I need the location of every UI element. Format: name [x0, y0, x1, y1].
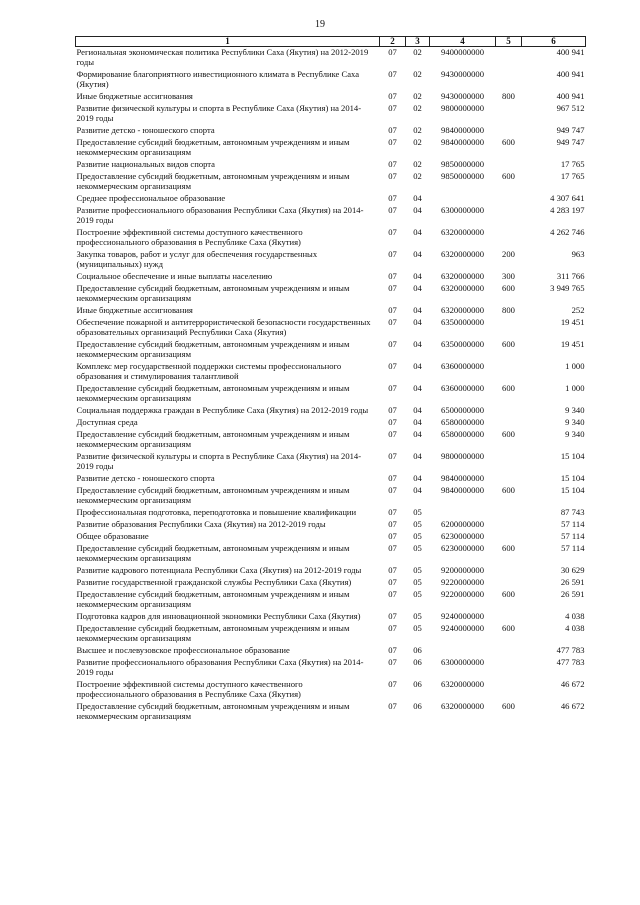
- row-section: 07: [388, 577, 397, 587]
- row-name: Профессиональная подготовка, переподготовка и повышение квалификации: [76, 507, 357, 517]
- row-name: Социальная поддержка граждан в Республике Саха (Якутия) на 2012-2019 годы: [76, 405, 369, 415]
- row-name: Предоставление субсидий бюджетным, автономным учреждениям и иным некоммерческим организациям: [76, 701, 350, 721]
- row-subsection: 02: [413, 47, 422, 57]
- table-row: [76, 575, 586, 587]
- row-section: 07: [388, 69, 397, 79]
- table-row: [76, 609, 586, 621]
- row-section: 07: [388, 317, 397, 327]
- row-subsection: 05: [413, 623, 422, 633]
- row-subsection: 04: [413, 485, 422, 495]
- row-amount: 26 591: [560, 589, 585, 599]
- table-row: [76, 337, 586, 359]
- row-expense-type: 600: [502, 701, 515, 711]
- row-expense-type: [496, 529, 522, 541]
- row-name: Высшее и послевузовское профессиональное образование: [76, 645, 290, 655]
- table-row: [76, 303, 586, 315]
- row-section: 07: [388, 645, 397, 655]
- row-name: Развитие физической культуры и спорта в Республике Саха (Якутия) на 2014-2019 годы: [76, 103, 362, 123]
- row-section: 07: [388, 451, 397, 461]
- row-section: 07: [388, 283, 397, 293]
- row-subsection: 04: [413, 383, 422, 393]
- row-amount: 949 747: [556, 137, 585, 147]
- row-target-article: 6300000000: [441, 205, 484, 215]
- row-amount: 477 783: [556, 645, 585, 655]
- row-section: 07: [388, 103, 397, 113]
- row-amount: 4 283 197: [550, 205, 585, 215]
- row-amount: 311 766: [556, 271, 585, 281]
- row-name: Иные бюджетные ассигнования: [76, 91, 193, 101]
- row-name: Построение эффективной системы доступного качественного профессионального образования в Республике Саха (Якутия): [76, 227, 303, 247]
- row-section: 07: [388, 91, 397, 101]
- row-expense-type: [496, 47, 522, 68]
- budget-table: [75, 36, 586, 721]
- row-name: Развитие детско - юношеского спорта: [76, 125, 215, 135]
- table-row: [76, 427, 586, 449]
- row-subsection: 02: [413, 103, 422, 113]
- row-section: 07: [388, 519, 397, 529]
- row-expense-type: 600: [502, 137, 515, 147]
- row-target-article: 9840000000: [441, 473, 484, 483]
- row-amount: 46 672: [560, 701, 585, 711]
- row-subsection: 04: [413, 473, 422, 483]
- row-expense-type: [496, 517, 522, 529]
- row-section: 07: [388, 171, 397, 181]
- header-col-2: 2: [380, 37, 406, 47]
- row-section: 07: [388, 565, 397, 575]
- row-target-article: 9240000000: [441, 611, 484, 621]
- row-expense-type: 600: [502, 171, 515, 181]
- row-section: 07: [388, 589, 397, 599]
- table-row: [76, 415, 586, 427]
- row-expense-type: [496, 203, 522, 225]
- row-subsection: 02: [413, 137, 422, 147]
- row-name: Развитие национальных видов спорта: [76, 159, 215, 169]
- row-name: Подготовка кадров для инновационной экономики Республики Саха (Якутия): [76, 611, 361, 621]
- row-name: Предоставление субсидий бюджетным, автономным учреждениям и иным некоммерческим организациям: [76, 137, 350, 157]
- row-section: 07: [388, 679, 397, 689]
- row-amount: 26 591: [560, 577, 585, 587]
- header-col-3: 3: [406, 37, 430, 47]
- row-subsection: 06: [413, 657, 422, 667]
- row-subsection: 04: [413, 205, 422, 215]
- table-row: [76, 471, 586, 483]
- table-row: [76, 655, 586, 677]
- row-section: 07: [388, 159, 397, 169]
- row-target-article: [430, 191, 496, 203]
- row-target-article: [430, 643, 496, 655]
- table-row: [76, 269, 586, 281]
- row-amount: 46 672: [560, 679, 585, 689]
- row-amount: 57 114: [561, 531, 585, 541]
- table-row: [76, 135, 586, 157]
- table-row: [76, 101, 586, 123]
- table-row: [76, 587, 586, 609]
- row-target-article: 9840000000: [441, 137, 484, 147]
- row-expense-type: [496, 123, 522, 135]
- row-expense-type: [496, 505, 522, 517]
- row-subsection: 04: [413, 451, 422, 461]
- row-section: 07: [388, 305, 397, 315]
- row-amount: 15 104: [560, 451, 585, 461]
- row-expense-type: [496, 315, 522, 337]
- row-subsection: 04: [413, 339, 422, 349]
- row-section: 07: [388, 507, 397, 517]
- row-section: 07: [388, 611, 397, 621]
- row-section: 07: [388, 485, 397, 495]
- row-section: 07: [388, 657, 397, 667]
- row-name: Комплекс мер государственной поддержки системы профессионального образования и стимулирования талантливой: [76, 361, 342, 381]
- row-name: Развитие образования Республики Саха (Якутия) на 2012-2019 годы: [76, 519, 326, 529]
- row-amount: 57 114: [561, 543, 585, 553]
- row-section: 07: [388, 623, 397, 633]
- row-target-article: 6320000000: [441, 679, 484, 689]
- row-target-article: 9430000000: [441, 91, 484, 101]
- row-amount: 1 000: [565, 383, 585, 393]
- row-name: Иные бюджетные ассигнования: [76, 305, 193, 315]
- row-expense-type: [496, 575, 522, 587]
- row-expense-type: 600: [502, 283, 515, 293]
- table-row: [76, 89, 586, 101]
- row-amount: 9 340: [565, 405, 585, 415]
- row-subsection: 02: [413, 69, 422, 79]
- table-row: [76, 403, 586, 415]
- table-row: [76, 169, 586, 191]
- row-amount: 252: [571, 305, 585, 315]
- row-section: 07: [388, 361, 397, 371]
- row-amount: 963: [571, 249, 585, 259]
- row-expense-type: [496, 415, 522, 427]
- row-target-article: 9850000000: [441, 159, 484, 169]
- row-section: 07: [388, 405, 397, 415]
- row-name: Предоставление субсидий бюджетным, автономным учреждениям и иным некоммерческим организациям: [76, 623, 350, 643]
- row-section: 07: [388, 205, 397, 215]
- row-name: Закупка товаров, работ и услуг для обеспечения государственных (муниципальных) нужд: [76, 249, 318, 269]
- row-amount: 400 941: [556, 47, 585, 57]
- row-amount: 400 941: [556, 91, 585, 101]
- row-subsection: 02: [413, 159, 422, 169]
- row-target-article: 6320000000: [441, 283, 484, 293]
- row-amount: 15 104: [560, 473, 585, 483]
- row-subsection: 06: [413, 701, 422, 711]
- row-subsection: 04: [413, 317, 422, 327]
- row-name: Предоставление субсидий бюджетным, автономным учреждениям и иным некоммерческим организациям: [76, 283, 350, 303]
- row-section: 07: [388, 249, 397, 259]
- row-name: Социальное обеспечение и иные выплаты населению: [76, 271, 273, 281]
- row-target-article: 6350000000: [441, 339, 484, 349]
- row-name: Предоставление субсидий бюджетным, автономным учреждениям и иным некоммерческим организациям: [76, 171, 350, 191]
- row-expense-type: [496, 471, 522, 483]
- row-amount: 30 629: [560, 565, 585, 575]
- row-amount: 9 340: [565, 429, 585, 439]
- row-section: 07: [388, 339, 397, 349]
- table-row: [76, 621, 586, 643]
- page-number: 19: [315, 19, 325, 30]
- row-subsection: 04: [413, 429, 422, 439]
- row-amount: 400 941: [556, 69, 585, 79]
- row-amount: 87 743: [560, 507, 585, 517]
- row-subsection: 05: [413, 531, 422, 541]
- row-subsection: 05: [413, 577, 422, 587]
- row-expense-type: 600: [502, 339, 515, 349]
- row-target-article: 6320000000: [441, 271, 484, 281]
- row-amount: 3 949 765: [550, 283, 585, 293]
- table-row: [76, 517, 586, 529]
- header-col-5: 5: [496, 37, 522, 47]
- row-subsection: 04: [413, 249, 422, 259]
- row-target-article: 6230000000: [441, 531, 484, 541]
- row-subsection: 02: [413, 171, 422, 181]
- table-row: [76, 643, 586, 655]
- row-name: Предоставление субсидий бюджетным, автономным учреждениям и иным некоммерческим организациям: [76, 589, 350, 609]
- row-section: 07: [388, 543, 397, 553]
- table-row: [76, 529, 586, 541]
- row-amount: 4 262 746: [550, 227, 585, 237]
- row-name: Предоставление субсидий бюджетным, автономным учреждениям и иным некоммерческим организациям: [76, 383, 350, 403]
- row-section: 07: [388, 531, 397, 541]
- row-target-article: 9200000000: [441, 565, 484, 575]
- row-amount: 9 340: [565, 417, 585, 427]
- row-name: Развитие кадрового потенциала Республики Саха (Якутия) на 2012-2019 годы: [76, 565, 362, 575]
- row-expense-type: [496, 655, 522, 677]
- row-amount: 1 000: [565, 361, 585, 371]
- row-section: 07: [388, 125, 397, 135]
- row-expense-type: 800: [502, 305, 515, 315]
- row-expense-type: [496, 609, 522, 621]
- row-amount: 15 104: [560, 485, 585, 495]
- row-target-article: 6320000000: [441, 227, 484, 237]
- table-row: [76, 247, 586, 269]
- table-row: [76, 381, 586, 403]
- table-row: [76, 563, 586, 575]
- row-expense-type: 600: [502, 429, 515, 439]
- row-target-article: 9800000000: [441, 451, 484, 461]
- row-target-article: 9840000000: [441, 485, 484, 495]
- table-row: [76, 203, 586, 225]
- row-subsection: 04: [413, 283, 422, 293]
- row-section: 07: [388, 383, 397, 393]
- table-row: [76, 123, 586, 135]
- row-expense-type: [496, 101, 522, 123]
- row-amount: 57 114: [561, 519, 585, 529]
- row-target-article: 6580000000: [441, 417, 484, 427]
- row-section: 07: [388, 701, 397, 711]
- row-target-article: 6360000000: [441, 361, 484, 371]
- row-expense-type: 600: [502, 589, 515, 599]
- row-amount: 477 783: [556, 657, 585, 667]
- row-expense-type: [496, 67, 522, 89]
- row-amount: 19 451: [560, 317, 585, 327]
- header-col-6: 6: [522, 37, 586, 47]
- row-target-article: 6300000000: [441, 657, 484, 667]
- row-name: Обеспечение пожарной и антитеррористической безопасности государственных образовательных организаций Республики Саха (Якутия): [76, 317, 371, 337]
- row-target-article: 6200000000: [441, 519, 484, 529]
- row-expense-type: [496, 359, 522, 381]
- row-target-article: 9220000000: [441, 589, 484, 599]
- row-expense-type: [496, 677, 522, 699]
- row-subsection: 04: [413, 417, 422, 427]
- row-subsection: 05: [413, 589, 422, 599]
- row-target-article: 6500000000: [441, 405, 484, 415]
- row-expense-type: 800: [502, 91, 515, 101]
- row-section: 07: [388, 271, 397, 281]
- row-target-article: 6580000000: [441, 429, 484, 439]
- header-col-1: 1: [76, 37, 380, 47]
- row-expense-type: [496, 403, 522, 415]
- row-section: 07: [388, 227, 397, 237]
- row-name: Доступная среда: [76, 417, 138, 427]
- row-name: Построение эффективной системы доступного качественного профессионального образования в Республике Саха (Якутия): [76, 679, 303, 699]
- table-row: [76, 225, 586, 247]
- row-section: 07: [388, 137, 397, 147]
- row-expense-type: [496, 643, 522, 655]
- row-amount: 4 307 641: [550, 193, 585, 203]
- table-row: [76, 483, 586, 505]
- row-name: Предоставление субсидий бюджетным, автономным учреждениям и иным некоммерческим организациям: [76, 429, 350, 449]
- row-section: 07: [388, 47, 397, 57]
- row-target-article: 9220000000: [441, 577, 484, 587]
- row-subsection: 04: [413, 193, 422, 203]
- row-target-article: 6320000000: [441, 701, 484, 711]
- row-name: Развитие профессионального образования Республики Саха (Якутия) на 2014-2019 годы: [76, 205, 364, 225]
- row-expense-type: [496, 563, 522, 575]
- table-row: [76, 359, 586, 381]
- row-amount: 19 451: [560, 339, 585, 349]
- row-amount: 4 038: [565, 623, 585, 633]
- row-subsection: 05: [413, 611, 422, 621]
- row-name: Развитие физической культуры и спорта в Республике Саха (Якутия) на 2014-2019 годы: [76, 451, 362, 471]
- table-row: [76, 191, 586, 203]
- row-section: 07: [388, 429, 397, 439]
- row-subsection: 06: [413, 679, 422, 689]
- row-amount: 949 747: [556, 125, 585, 135]
- row-subsection: 04: [413, 405, 422, 415]
- row-name: Формирование благоприятного инвестиционного климата в Республике Саха (Якутия): [76, 69, 360, 89]
- row-target-article: 9800000000: [441, 103, 484, 113]
- row-target-article: 6360000000: [441, 383, 484, 393]
- row-expense-type: [496, 191, 522, 203]
- row-expense-type: 200: [502, 249, 515, 259]
- row-amount: 17 765: [560, 159, 585, 169]
- row-expense-type: 600: [502, 623, 515, 633]
- row-subsection: 02: [413, 125, 422, 135]
- row-subsection: 04: [413, 361, 422, 371]
- table-row: [76, 47, 586, 68]
- row-name: Региональная экономическая политика Республики Саха (Якутия) на 2012-2019 годы: [76, 47, 369, 67]
- row-subsection: 05: [413, 565, 422, 575]
- row-target-article: 6230000000: [441, 543, 484, 553]
- table-row: [76, 157, 586, 169]
- table-row: [76, 67, 586, 89]
- row-expense-type: 600: [502, 543, 515, 553]
- table-row: [76, 449, 586, 471]
- row-expense-type: 600: [502, 383, 515, 393]
- row-section: 07: [388, 417, 397, 427]
- row-amount: 17 765: [560, 171, 585, 181]
- row-section: 07: [388, 473, 397, 483]
- row-subsection: 05: [413, 507, 422, 517]
- row-name: Предоставление субсидий бюджетным, автономным учреждениям и иным некоммерческим организациям: [76, 543, 350, 563]
- row-target-article: 9400000000: [441, 47, 484, 57]
- row-expense-type: [496, 449, 522, 471]
- row-name: Предоставление субсидий бюджетным, автономным учреждениям и иным некоммерческим организациям: [76, 485, 350, 505]
- row-name: Развитие профессионального образования Республики Саха (Якутия) на 2014-2019 годы: [76, 657, 364, 677]
- row-target-article: 6350000000: [441, 317, 484, 327]
- row-name: Предоставление субсидий бюджетным, автономным учреждениям и иным некоммерческим организациям: [76, 339, 350, 359]
- row-target-article: 9850000000: [441, 171, 484, 181]
- row-expense-type: [496, 157, 522, 169]
- row-target-article: 6320000000: [441, 249, 484, 259]
- row-target-article: 9430000000: [441, 69, 484, 79]
- row-target-article: 9840000000: [441, 125, 484, 135]
- row-subsection: 05: [413, 519, 422, 529]
- table-header-row: [76, 37, 586, 47]
- row-name: Общее образование: [76, 531, 149, 541]
- table-row: [76, 315, 586, 337]
- row-subsection: 05: [413, 543, 422, 553]
- row-section: 07: [388, 193, 397, 203]
- row-name: Среднее профессиональное образование: [76, 193, 226, 203]
- row-name: Развитие государственной гражданской службы Республики Саха (Якутия): [76, 577, 352, 587]
- row-expense-type: [496, 225, 522, 247]
- row-target-article: 6320000000: [441, 305, 484, 315]
- row-subsection: 02: [413, 91, 422, 101]
- row-amount: 967 512: [556, 103, 585, 113]
- row-target-article: 9240000000: [441, 623, 484, 633]
- header-col-4: 4: [430, 37, 496, 47]
- table-row: [76, 541, 586, 563]
- row-expense-type: 300: [502, 271, 515, 281]
- row-name: Развитие детско - юношеского спорта: [76, 473, 215, 483]
- row-expense-type: 600: [502, 485, 515, 495]
- row-subsection: 06: [413, 645, 422, 655]
- row-subsection: 04: [413, 227, 422, 237]
- row-subsection: 04: [413, 305, 422, 315]
- row-amount: 4 038: [565, 611, 585, 621]
- table-row: [76, 677, 586, 699]
- table-row: [76, 281, 586, 303]
- table-row: [76, 505, 586, 517]
- row-target-article: [430, 505, 496, 517]
- row-subsection: 04: [413, 271, 422, 281]
- table-row: [76, 699, 586, 721]
